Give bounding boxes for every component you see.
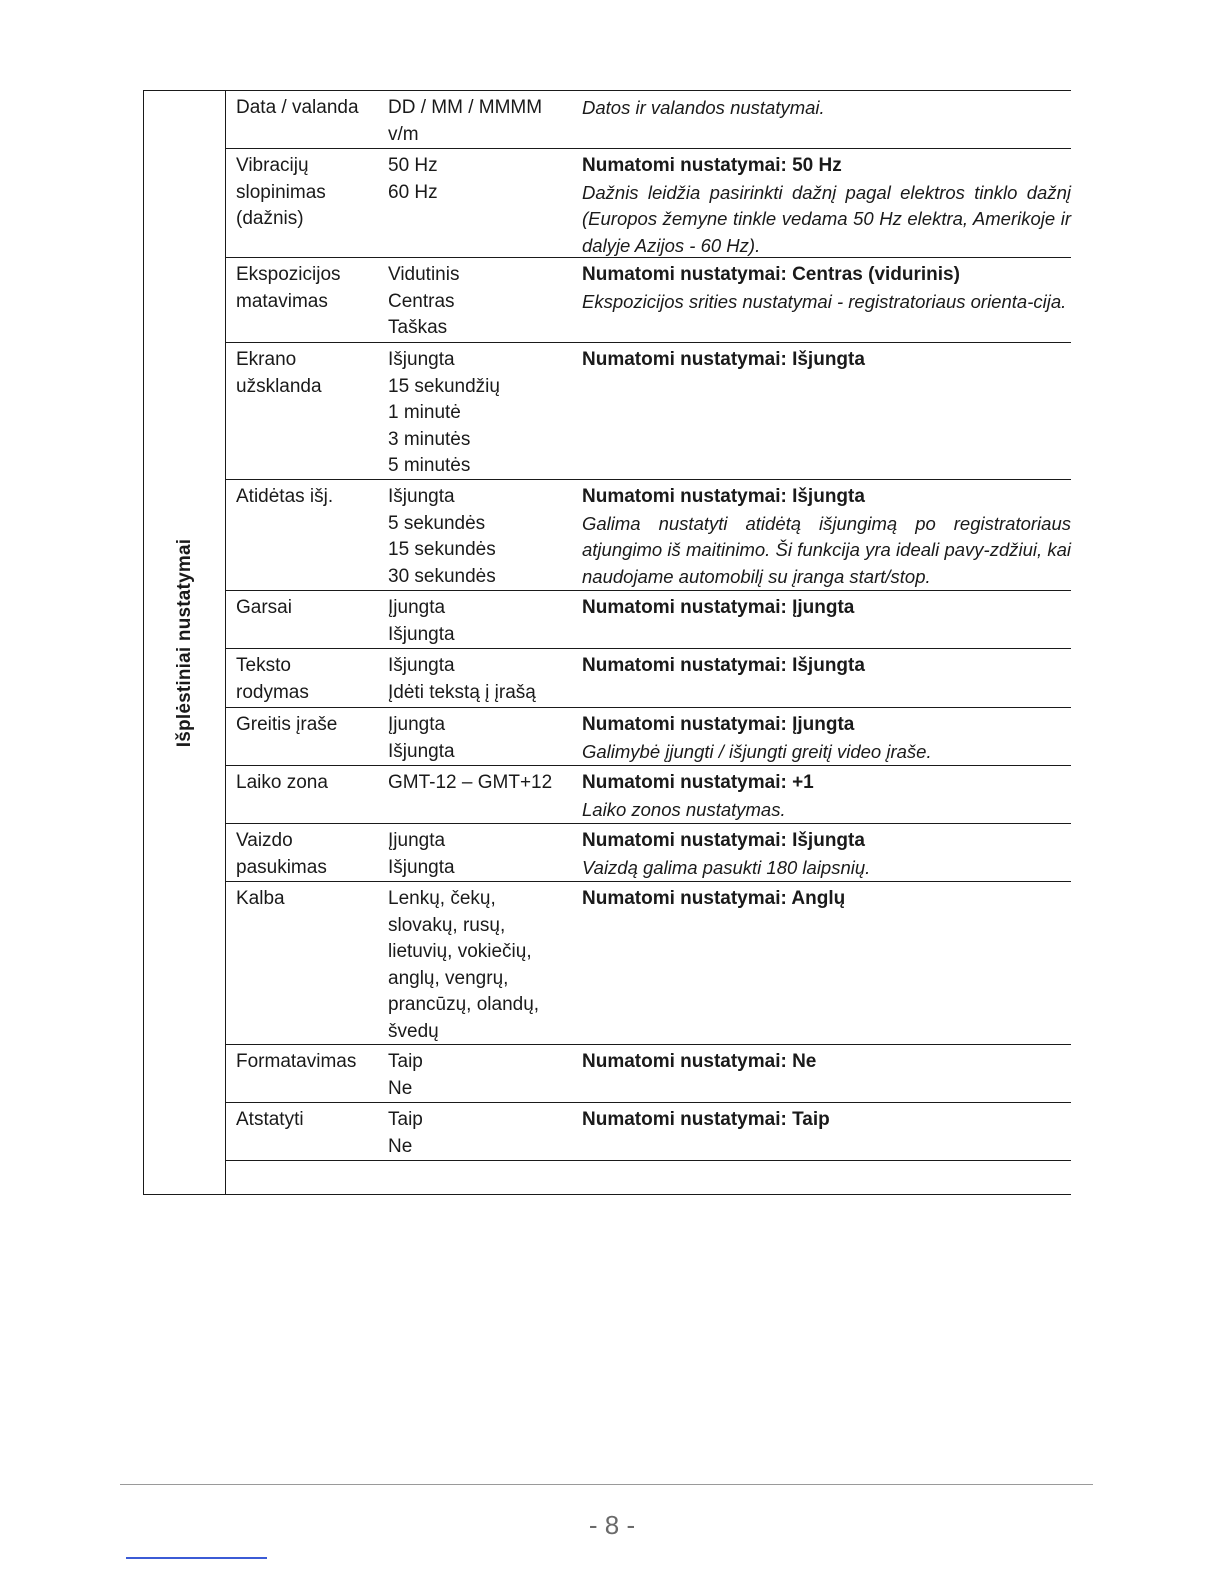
setting-name-line: pasukimas [236,856,327,878]
bottom-accent-line [126,1557,267,1559]
description-text: Datos ir valandos nustatymai. [582,97,825,118]
setting-option: Taip [388,1051,423,1072]
setting-description [582,712,1071,765]
table-row [226,1045,1071,1103]
setting-name [226,886,388,1044]
setting-name-line: Atstatyti [236,1109,304,1130]
setting-option: DD / MM / MMMM [388,97,543,118]
setting-name [226,347,388,479]
setting-description [582,770,1071,823]
setting-option: Išjungta [388,856,455,878]
setting-name-line: Formatavimas [236,1051,357,1072]
setting-option: 60 Hz [388,181,438,203]
table-row [226,882,1071,1045]
page-number: - 8 - [588,1510,636,1540]
setting-options [388,95,582,148]
setting-name [226,153,388,257]
setting-name [226,1049,388,1102]
setting-option: prancūzų, olandų, [388,994,540,1015]
setting-description [582,1049,1071,1102]
setting-description [582,653,1071,707]
default-value: Numatomi nustatymai: Taip [582,1109,830,1130]
table-row [226,766,1071,824]
setting-option: v/m [388,123,419,145]
setting-option: Įjungta [388,597,446,618]
setting-name-line: Kalba [236,888,285,909]
setting-name [226,828,388,881]
setting-option: Vidutinis [388,264,460,285]
setting-option: slovakų, rusų, [388,914,506,936]
default-value: Numatomi nustatymai: 50 Hz [582,155,842,176]
setting-options [388,653,582,707]
setting-option: lietuvių, vokiečių, [388,941,532,962]
default-value: Numatomi nustatymai: Išjungta [582,830,865,851]
setting-option: 5 sekundės [388,512,486,534]
section-column [143,90,226,1195]
empty-row [226,1161,1071,1195]
setting-options [388,770,582,823]
description-text: Dažnis leidžia pasirinkti dažnį pagal elektros tinklo dažnį (Europos žemyne tinkle vedama 50 Hz elektra, Amerikoje ir dalyje Azijos - 60 Hz). [582,181,1071,256]
description-text: Laiko zonos nustatymas. [582,798,786,820]
default-value: Numatomi nustatymai: Išjungta [582,486,865,507]
section-label: Išplėstiniai nustatymai [174,538,195,747]
setting-name-line: (dažnis) [236,208,304,229]
description-text: Ekspozicijos srities nustatymai - registratoriaus orienta-cija. [582,290,1067,312]
setting-option: Įjungta [388,830,446,851]
setting-options [388,347,582,479]
setting-name [226,262,388,342]
setting-option: 3 minutės [388,428,471,450]
setting-name-line: Laiko zona [236,772,328,793]
setting-options [388,886,582,1044]
table-rows [225,90,1071,1195]
setting-options [388,1049,582,1102]
table-row [226,1103,1071,1161]
description-text: Galima nustatyti atidėtą išjungimą po registratoriaus atjungimo iš maitinimo. Ši funkcija yra ideali pavy-zdžiui, kai naudojame automobilį su įranga start/stop. [582,512,1071,587]
setting-option: Centras [388,290,455,312]
setting-option: 50 Hz [388,155,438,176]
setting-name-line: užsklanda [236,375,322,397]
setting-options [388,828,582,881]
setting-option: Išjungta [388,349,455,370]
setting-name-line: Greitis įraše [236,714,338,735]
setting-name [226,95,388,148]
setting-option: anglų, vengrų, [388,967,509,989]
setting-options [388,595,582,648]
table-row [226,149,1071,258]
setting-name-line: Vaizdo [236,830,293,851]
default-value: Numatomi nustatymai: Išjungta [582,655,865,676]
setting-option: Taškas [388,317,448,338]
table-row [226,649,1071,708]
setting-description [582,595,1071,648]
default-value: Numatomi nustatymai: Įjungta [582,597,855,618]
setting-description [582,262,1071,342]
setting-options [388,484,582,590]
setting-option: Išjungta [388,486,455,507]
default-value: Numatomi nustatymai: Anglų [582,888,846,909]
setting-name [226,770,388,823]
setting-name-line: Teksto [236,655,291,676]
setting-name [226,595,388,648]
table-row [226,591,1071,649]
table-row [226,91,1071,149]
setting-name-line: slopinimas [236,181,326,203]
table-row [226,480,1071,591]
setting-description [582,153,1071,257]
setting-description [582,828,1071,881]
setting-name-line: rodymas [236,681,309,703]
setting-option: 15 sekundės [388,539,496,560]
table-row [226,824,1071,882]
setting-name-line: Ekrano [236,349,297,370]
setting-name [226,1107,388,1160]
setting-option: GMT-12 – GMT+12 [388,772,553,793]
setting-option: Ne [388,1135,413,1157]
setting-name [226,653,388,707]
default-value: Numatomi nustatymai: +1 [582,772,814,793]
setting-option: Įdėti tekstą į įrašą [388,681,536,703]
setting-name-line: Garsai [236,597,292,618]
settings-table [143,90,1070,1195]
table-row [226,258,1071,343]
setting-options [388,1107,582,1160]
setting-option: 1 minutė [388,402,461,423]
setting-options [388,712,582,765]
description-text: Vaizdą galima pasukti 180 laipsnių. [582,856,871,878]
setting-name-line: Vibracijų [236,155,309,176]
setting-option: 15 sekundžių [388,375,500,397]
setting-name-line: Data / valanda [236,97,359,118]
setting-name-line: matavimas [236,290,328,312]
setting-option: Išjungta [388,655,455,676]
setting-options [388,153,582,257]
setting-option: švedų [388,1020,439,1042]
setting-name-line: Ekspozicijos [236,264,341,285]
description-text: Galimybė įjungti / išjungti greitį video įraše. [582,740,932,762]
setting-option: Lenkų, čekų, [388,888,496,909]
setting-name [226,712,388,765]
default-value: Numatomi nustatymai: Ne [582,1051,817,1072]
footer-divider [120,1484,1093,1485]
setting-name [226,484,388,590]
setting-description [582,347,1071,479]
table-row [226,708,1071,766]
setting-options [388,262,582,342]
setting-option: 5 minutės [388,455,471,476]
default-value: Numatomi nustatymai: Centras (vidurinis) [582,264,960,285]
setting-name-line: Atidėtas išj. [236,486,334,507]
setting-description [582,484,1071,590]
setting-option: Įjungta [388,714,446,735]
setting-option: Ne [388,1077,413,1099]
setting-description [582,95,1071,148]
setting-option: Išjungta [388,623,455,645]
default-value: Numatomi nustatymai: Išjungta [582,349,865,370]
setting-option: 30 sekundės [388,565,496,587]
table-row [226,343,1071,480]
setting-description [582,1107,1071,1160]
default-value: Numatomi nustatymai: Įjungta [582,714,855,735]
setting-description [582,886,1071,1044]
setting-option: Išjungta [388,740,455,762]
setting-option: Taip [388,1109,423,1130]
